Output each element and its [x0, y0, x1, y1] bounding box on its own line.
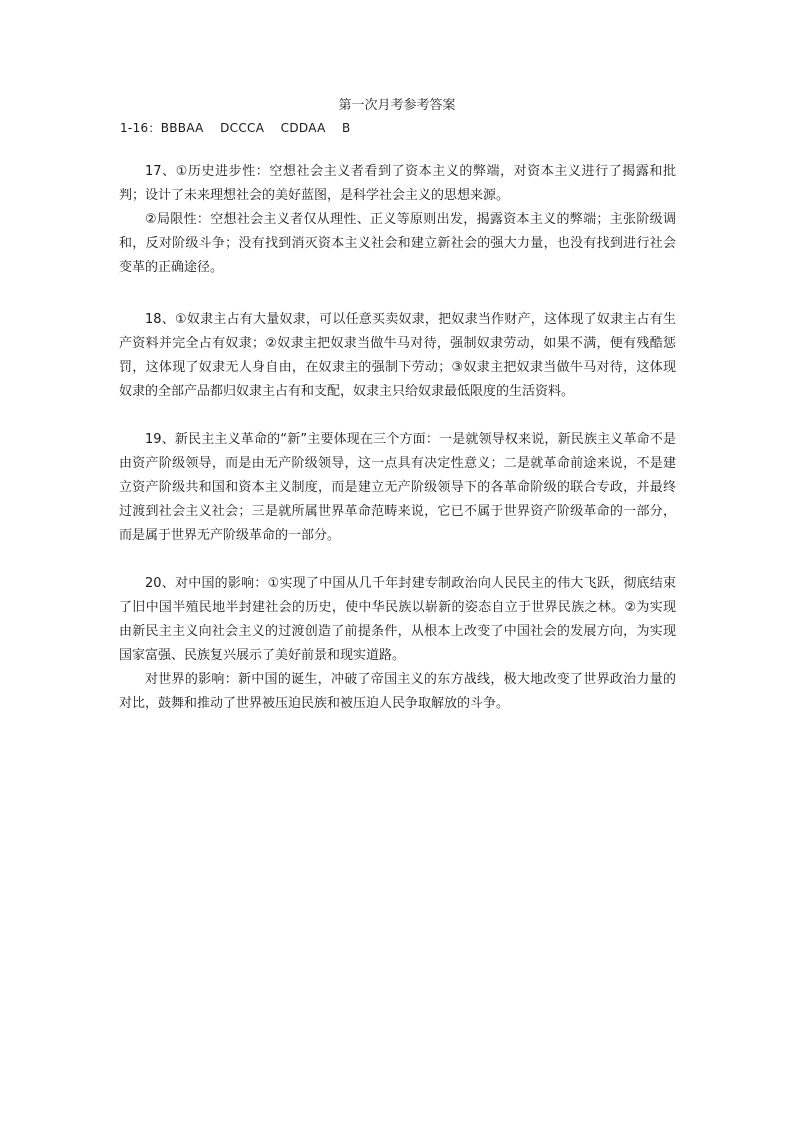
answer-20: [119, 572, 676, 716]
answer-17-part-2: ②局限性：空想社会主义者仅从理性、正义等原则出发，揭露资本主义的弊端；主张阶级调和，反对阶级斗争；没有找到消灭资本主义社会和建立新社会的强大力量，也没有找到进行社会变革的正确途径。: [119, 212, 676, 275]
answer-19: [119, 428, 676, 548]
answer-20-world-impact: 对世界的影响：新中国的诞生，冲破了帝国主义的东方战线，极大地改变了世界政治力量的对比，鼓舞和推动了世界被压迫民族和被压迫人民争取解放的斗争。: [119, 672, 676, 711]
answer-18-text: 18、①奴隶主占有大量奴隶，可以任意买卖奴隶，把奴隶当作财产，这体现了奴隶主占有生产资料并完全占有奴隶；②奴隶主把奴隶当做牛马对待，强制奴隶劳动，如果不满，便有残酷惩罚，这体现了奴隶无人身自由，在奴隶主的强制下劳动；③奴隶主把奴隶当做牛马对待，这体现奴隶的全部产品都归奴隶主占有和支配，奴隶主只给奴隶最低限度的生活资料。: [119, 312, 676, 399]
page-title: 第一次月考参考答案: [338, 98, 456, 113]
answer-17: [119, 160, 676, 280]
answer-18: [119, 308, 676, 404]
answer-17-part-1: 17、①历史进步性：空想社会主义者看到了资本主义的弊端，对资本主义进行了揭露和批判；设计了未来理想社会的美好蓝图，是科学社会主义的思想来源。: [119, 164, 676, 203]
answer-19-text: 19、新民主主义革命的“新”主要体现在三个方面：一是就领导权来说，新民族主义革命不是由资产阶级领导，而是由无产阶级领导，这一点具有决定性意义；二是就革命前途来说，不是建立资产阶级共和国和资本主义制度，而是建立无产阶级领导下的各革命阶级的联合专政，并最终过渡到社会主义社会；三是就所属世界革命范畴来说，它已不属于世界资产阶级革命的一部分，而是属于世界无产阶级革命的一部分。: [119, 432, 676, 543]
multiple-choice-answers: 1-16：BBBAA DCCCA CDDAA B: [120, 121, 351, 135]
answer-20-china-impact: 20、对中国的影响：①实现了中国从几千年封建专制政治向人民民主的伟大飞跃，彻底结束了旧中国半殖民地半封建社会的历史，使中华民族以崭新的姿态自立于世界民族之林。②为实现由新民主主义向社会主义的过渡创造了前提条件，从根本上改变了中国社会的发展方向，为实现国家富强、民族复兴展示了美好前景和现实道路。: [119, 576, 676, 663]
